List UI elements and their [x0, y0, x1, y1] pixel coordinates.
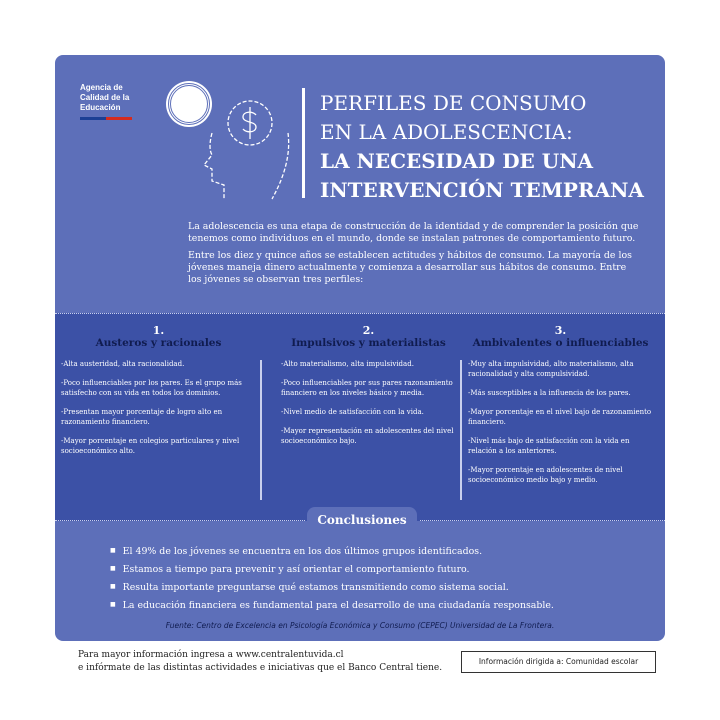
profile-1	[61, 325, 256, 465]
flag-bar	[80, 117, 132, 120]
profile-number: 2.	[362, 324, 375, 337]
profile-title: Impulsivos y materialistas	[291, 337, 446, 349]
title-line: LA NECESIDAD DE UNA	[320, 149, 593, 173]
title-line: PERFILES DE CONSUMO	[320, 91, 587, 115]
head-dollar-icon	[200, 93, 300, 203]
logo-line: Agencia de	[80, 83, 123, 92]
profile-number: 3.	[554, 324, 567, 337]
intro-paragraph: La adolescencia es una etapa de construcción de la identidad y de comprender la posición que tenemos como individuos en el mundo, donde se instalan patrones de comportamiento futuro.	[188, 221, 639, 244]
footer-line: Para mayor información ingresa a www.centralentuvida.cl	[78, 650, 344, 660]
profile-item: -Alta austeridad, alta racionalidad.	[61, 360, 185, 368]
intro-paragraph: Entre los diez y quince años se establecen actitudes y hábitos de consumo. La mayoría de los jóvenes maneja dinero actualmente y comienza a desarrollar sus hábitos de consumo. Entre los jóvenes se observan tres perfiles:	[188, 250, 632, 285]
profile-item: -Nivel más bajo de satisfacción con la vida en relación a los anteriores.	[468, 437, 630, 455]
profile-title: Ambivalentes o influenciables	[472, 337, 649, 349]
divider	[55, 520, 305, 521]
infographic-card	[55, 55, 665, 641]
title-line: EN LA ADOLESCENCIA:	[320, 120, 573, 144]
conclusion-item: ■ Estamos a tiempo para prevenir y así orientar el comportamiento futuro.	[110, 560, 554, 578]
profile-item: -Alto materialismo, alta impulsividad.	[281, 360, 414, 368]
divider	[55, 313, 665, 314]
logo-line: Educación	[80, 103, 121, 112]
column-divider	[460, 360, 462, 500]
column-divider	[260, 360, 262, 500]
footer-line: e infórmate de las distintas actividades e iniciativas que el Banco Central tiene.	[78, 663, 443, 673]
footer-text	[78, 649, 442, 675]
conclusions-heading: Conclusiones	[307, 507, 417, 531]
profile-number: 1.	[152, 324, 165, 337]
conclusions-list	[110, 542, 554, 614]
source-citation: Fuente: Centro de Excelencia en Psicología Económica y Consumo (CEPEC) Universidad de La Frontera.	[165, 621, 555, 630]
conclusion-item: ■ Resulta importante preguntarse qué estamos transmitiendo como sistema social.	[110, 578, 554, 596]
title-divider	[302, 88, 305, 198]
profile-item: -Mayor representación en adolescentes del nivel socioeconómico bajo.	[281, 427, 454, 445]
profile-3	[468, 325, 653, 494]
title-light	[320, 89, 586, 147]
title-bold	[320, 147, 644, 205]
profile-item: -Mayor porcentaje en colegios particulares y nivel socioeconómico alto.	[61, 437, 240, 455]
profile-title: Austeros y racionales	[95, 337, 222, 349]
title-line: INTERVENCIÓN TEMPRANA	[320, 178, 644, 202]
profile-item: -Más susceptibles a la influencia de los pares.	[468, 389, 631, 397]
profile-item: -Poco influenciables por los pares. Es el grupo más satisfecho con su vida en todos los dominios.	[61, 379, 242, 397]
profile-2	[281, 325, 456, 455]
intro-text	[188, 221, 640, 291]
audience-box: Información dirigida a: Comunidad escolar	[461, 651, 656, 673]
profile-item: -Presentan mayor porcentaje de logro alto en razonamiento financiero.	[61, 408, 223, 426]
profile-item: -Muy alta impulsividad, alto materialismo, alta racionalidad y alta compulsividad.	[468, 360, 634, 378]
agency-logo	[80, 83, 129, 113]
profile-item: -Mayor porcentaje en adolescentes de nivel socioeconómico medio bajo y medio.	[468, 466, 623, 484]
logo-line: Calidad de la	[80, 93, 130, 102]
profile-item: -Nivel medio de satisfacción con la vida.	[281, 408, 424, 416]
conclusion-item: ■ El 49% de los jóvenes se encuentra en los dos últimos grupos identificados.	[110, 542, 554, 560]
profile-item: -Mayor porcentaje en el nivel bajo de razonamiento financiero.	[468, 408, 652, 426]
conclusion-item: ■ La educación financiera es fundamental para el desarrollo de una ciudadanía responsable.	[110, 596, 554, 614]
profile-item: -Poco influenciables por sus pares razonamiento financiero en los niveles básico y media.	[281, 379, 453, 397]
divider	[420, 520, 665, 521]
